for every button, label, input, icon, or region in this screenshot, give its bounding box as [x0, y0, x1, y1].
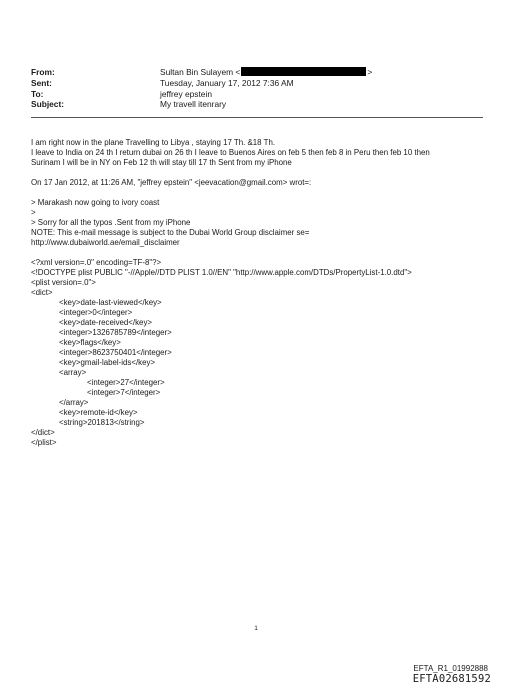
email-body [31, 138, 491, 448]
subject-value: My travell itenrary [160, 99, 227, 110]
xml-line: <string>201813</string> [59, 418, 145, 427]
disclaimer-link: http://www.dubaiworld.ae/email_disclaimer [31, 238, 180, 247]
xml-line: <integer>0</integer> [59, 308, 133, 317]
xml-line: <dict> [31, 288, 53, 297]
body-line: I am right now in the plane Travelling to Libya , staying 17 Th. &18 Th. [31, 138, 276, 147]
quote-header: On 17 Jan 2012, at 11:26 AM, "jeffrey epstein" <jeevacation@gmail.com> wrot=: [31, 178, 312, 187]
bates-reference-small: EFTA_R1_01992888 [413, 664, 488, 673]
xml-line: <key>date-last-viewed</key> [59, 298, 162, 307]
spacer [31, 168, 491, 178]
xml-line: <key>flags</key> [59, 338, 121, 347]
xml-line: </plist> [31, 438, 57, 447]
subject-row [31, 99, 491, 110]
from-value: Sultan Bin Sulayem < [160, 67, 241, 77]
from-suffix: > [367, 67, 373, 77]
to-value: jeffrey epstein [160, 88, 212, 99]
xml-line: </dict> [31, 428, 55, 437]
xml-line: <integer>7</integer> [87, 388, 161, 397]
subject-label: Subject: [31, 99, 65, 110]
bates-reference: EFTA02681592 [412, 673, 491, 685]
from-row [31, 67, 491, 78]
xml-line: <?xml version=.0" encoding=TF-8"?> [31, 258, 162, 267]
spacer [31, 248, 491, 258]
sent-row [31, 78, 491, 89]
xml-line: <!DOCTYPE plist PUBLIC "-//Apple//DTD PLIST 1.0//EN" "http://www.apple.com/DTDs/PropertyList-1.0.dtd"> [31, 268, 412, 277]
xml-line: <integer>1326785789</integer> [59, 328, 172, 337]
sent-label: Sent: [31, 77, 52, 88]
header-divider [31, 117, 483, 118]
sent-value: Tuesday, January 17, 2012 7:36 AM [160, 77, 294, 88]
quoted-line: > Sorry for all the typos .Sent from my iPhone [31, 218, 191, 227]
xml-line: <integer>8623750401</integer> [59, 348, 172, 357]
to-row [31, 89, 491, 100]
spacer [31, 188, 491, 198]
redaction-box [241, 67, 366, 76]
xml-line: <plist version=.0"> [31, 278, 96, 287]
xml-line: <key>remote-id</key> [59, 408, 138, 417]
from-value-wrap [160, 67, 491, 78]
xml-line: </array> [59, 398, 89, 407]
body-line: Surinam I will be in NY on Feb 12 th will stay till 17 th Sent from my iPhone [31, 158, 292, 167]
xml-line: <key>date-received</key> [59, 318, 152, 327]
xml-line: <key>gmail-label-ids</key> [59, 358, 156, 367]
quoted-line: > [31, 208, 36, 217]
page-number: 1 [254, 625, 258, 632]
disclaimer-line: NOTE: This e-mail message is subject to the Dubai World Group disclaimer se= [31, 228, 310, 237]
xml-line: <integer>27</integer> [87, 378, 165, 387]
xml-line: <array> [59, 368, 87, 377]
quoted-line: > Marakash now going to ivory coast [31, 198, 160, 207]
body-line: I leave to India on 24 th I return dubai on 26 th I leave to Buenos Aires on feb 5 then feb 8 in Peru then feb 10 then [31, 148, 430, 157]
to-label: To: [31, 88, 44, 99]
from-label: From: [31, 67, 55, 77]
email-header [31, 67, 491, 110]
